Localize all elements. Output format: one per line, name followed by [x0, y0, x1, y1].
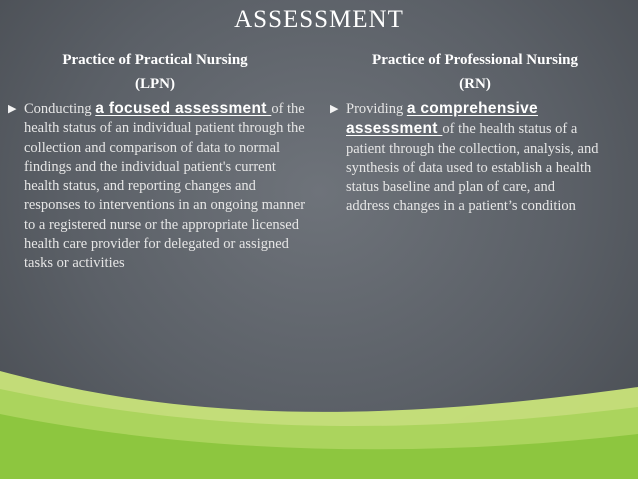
lpn-bullet — [8, 99, 308, 274]
rn-emphasis: a comprehensive assessment — [346, 100, 538, 138]
rn-bullet — [330, 99, 600, 217]
lpn-bullet-prefix: Conducting — [24, 101, 96, 117]
rn-heading — [330, 48, 620, 96]
lpn-heading — [20, 48, 290, 96]
rn-bullet-text — [346, 99, 600, 217]
lpn-bullet-text — [24, 99, 308, 274]
rn-bullet-prefix: Providing — [346, 101, 407, 117]
lpn-bullet-rest: of the health status of an individual patient through the collection and comparison of data to normal findings and the individual patient's current health status, and reporting changes and responses to interventions in an ongoing manner to a registered nurse or the appropriate licensed health care provider for delegated or assigned tasks or activities — [24, 101, 306, 272]
green-wave-decoration — [0, 359, 638, 479]
rn-heading-line1: Practice of Professional Nursing — [372, 52, 578, 68]
lpn-heading-line2: (LPN) — [135, 76, 175, 92]
right-triangle-icon: ▶ — [330, 103, 339, 115]
rn-heading-line2: (RN) — [459, 76, 491, 92]
lpn-heading-line1: Practice of Practical Nursing — [62, 52, 248, 68]
right-triangle-icon: ▶ — [8, 103, 17, 115]
lpn-emphasis: a focused assessment — [95, 100, 272, 117]
rn-bullet-rest: of the health status of a patient through the collection, analysis, and synthesis of data used to establish a health status baseline and plan of care, and address changes in a patient’s condition — [346, 121, 599, 215]
slide-title: ASSESSMENT — [234, 6, 404, 33]
